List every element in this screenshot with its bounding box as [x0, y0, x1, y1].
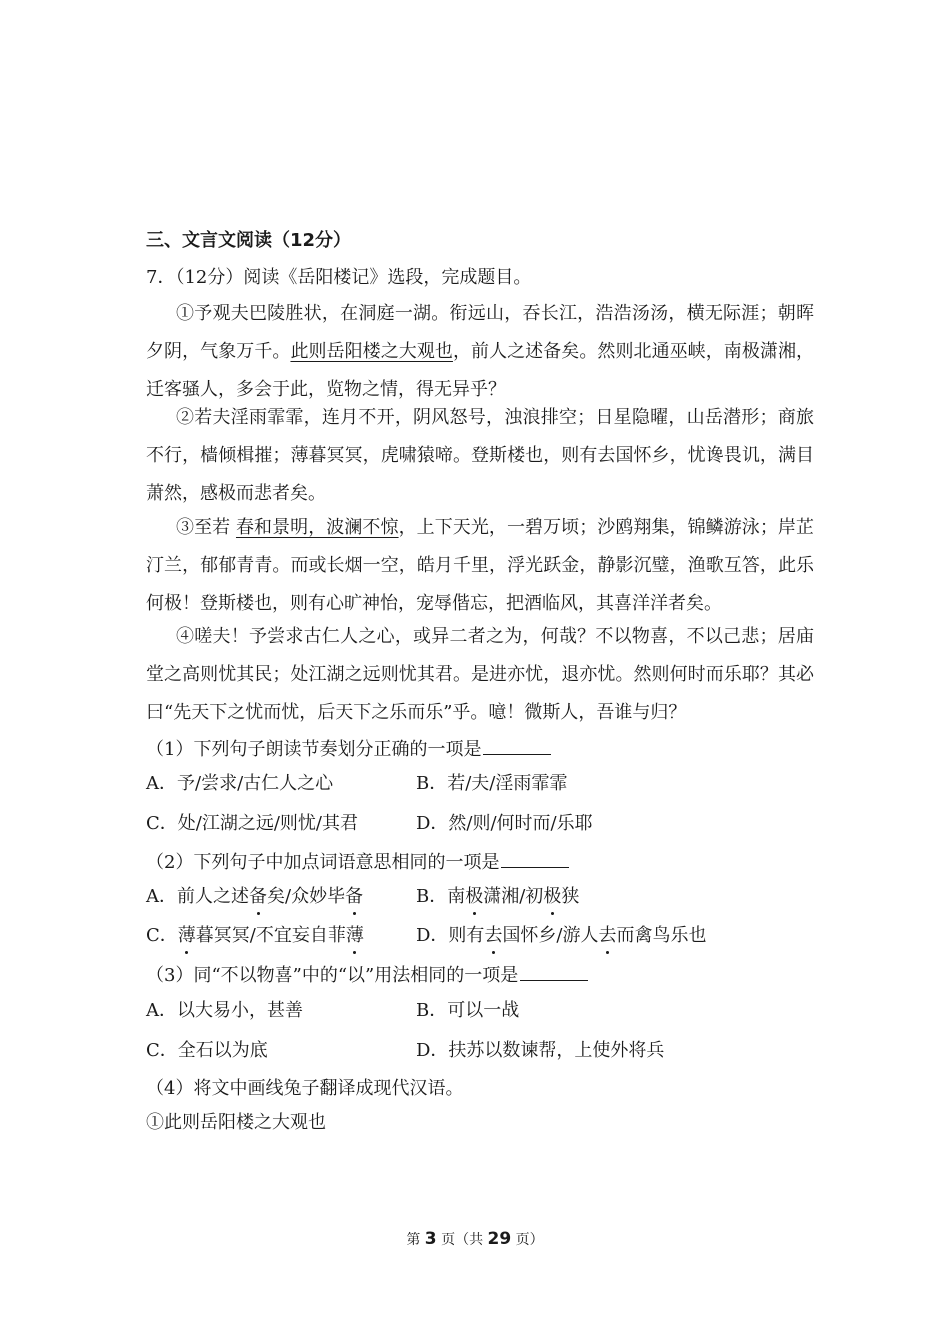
q4-prompt: （4）将文中画线兔子翻译成现代汉语。 — [146, 1078, 464, 1099]
q2-option-a[interactable]: A．前人之述备矣/众妙毕备 — [146, 884, 363, 910]
dotted-char: 备 — [249, 884, 267, 910]
passage-paragraph-2: ②若夫淫雨霏霏，连月不开，阴风怒号，浊浪排空；日星隐曜，山岳潜形；商旅不行，樯倾楫摧；薄暮冥冥，虎啸猿啼。登斯楼也，则有去国怀乡，忧谗畏讥，满目萧然，感极而悲者矣。 — [146, 407, 814, 504]
dotted-char: 备 — [345, 884, 363, 910]
q3-option-d[interactable]: D．扶苏以数谏帮，上使外将兵 — [416, 1040, 665, 1061]
q3-option-a[interactable]: A．以大易小，甚善 — [146, 1000, 303, 1021]
answer-blank[interactable] — [520, 962, 588, 981]
passage-paragraph-3: ③至若 春和景明，波澜不惊，上下天光，一碧万顷；沙鸥翔集，锦鳞游泳；岸芷汀兰，郁郁青青。而或长烟一空，皓月千里，浮光跃金，静影沉璧，渔歌互答，此乐何极！登斯楼也，则有心旷神怡，宠辱偕忘，把酒临风，其喜洋洋者矣。 — [146, 517, 814, 614]
underlined-sentence-2: 春和景明，波澜不惊 — [235, 517, 399, 538]
q1-option-c[interactable]: C．处/江湖之远/则忧/其君 — [146, 813, 358, 834]
q2-prompt: （2）下列句子中加点词语意思相同的一项是 — [146, 849, 816, 876]
q2-option-b[interactable]: B．南极潇湘/初极狭 — [416, 884, 579, 910]
answer-blank[interactable] — [483, 736, 551, 755]
dotted-char: 去 — [599, 923, 617, 949]
q3-option-b[interactable]: B．可以一战 — [416, 1000, 520, 1021]
dotted-char: 薄 — [346, 923, 364, 949]
q3-prompt: （3）同“不以物喜”中的“以”用法相同的一项是 — [146, 962, 816, 989]
q1-option-b[interactable]: B．若/夫/淫雨霏霏 — [416, 773, 568, 794]
underlined-sentence-1: 此则岳阳楼之大观也 — [290, 341, 453, 362]
page-number: 3 — [424, 1229, 437, 1249]
q2-option-d[interactable]: D．则有去国怀乡/游人去而禽鸟乐也 — [416, 923, 707, 949]
question-stem: 7．（12分）阅读《岳阳楼记》选段，完成题目。 — [146, 267, 532, 288]
q1-option-a[interactable]: A．予/尝求/古仁人之心 — [146, 773, 334, 794]
dotted-char: 极 — [543, 884, 561, 910]
q1-prompt: （1）下列句子朗读节奏划分正确的一项是 — [146, 736, 816, 763]
dotted-char: 薄 — [178, 923, 196, 949]
q3-option-c[interactable]: C．全石以为底 — [146, 1040, 268, 1061]
dotted-char: 极 — [465, 884, 483, 910]
q1-option-d[interactable]: D．然/则/何时而/乐耶 — [416, 813, 593, 834]
q4-item-1: ①此则岳阳楼之大观也 — [146, 1112, 326, 1133]
section-title: 三、文言文阅读（12分） — [146, 230, 352, 251]
passage-paragraph-4: ④嗟夫！予尝求古仁人之心，或异二者之为，何哉？不以物喜，不以己悲；居庙堂之高则忧其民；处江湖之远则忧其君。是进亦忧，退亦忧。然则何时而乐耶？其必曰“先天下之忧而忧，后天下之乐而乐”乎。噫！微斯人，吾谁与归？ — [146, 626, 814, 723]
q2-option-c[interactable]: C．薄暮冥冥/不宜妄自菲薄 — [146, 923, 364, 949]
page-total: 29 — [487, 1229, 512, 1249]
dotted-char: 去 — [484, 923, 502, 949]
answer-blank[interactable] — [501, 849, 569, 868]
passage-paragraph-1: ①予观夫巴陵胜状，在洞庭一湖。衔远山，吞长江，浩浩汤汤，横无际涯；朝晖夕阴，气象万千。此则岳阳楼之大观也，前人之述备矣。然则北通巫峡，南极潇湘，迁客骚人，多会于此，览物之情，得无异乎？ — [146, 303, 815, 400]
page-footer: 第 3 页（共 29 页） — [406, 1229, 544, 1249]
